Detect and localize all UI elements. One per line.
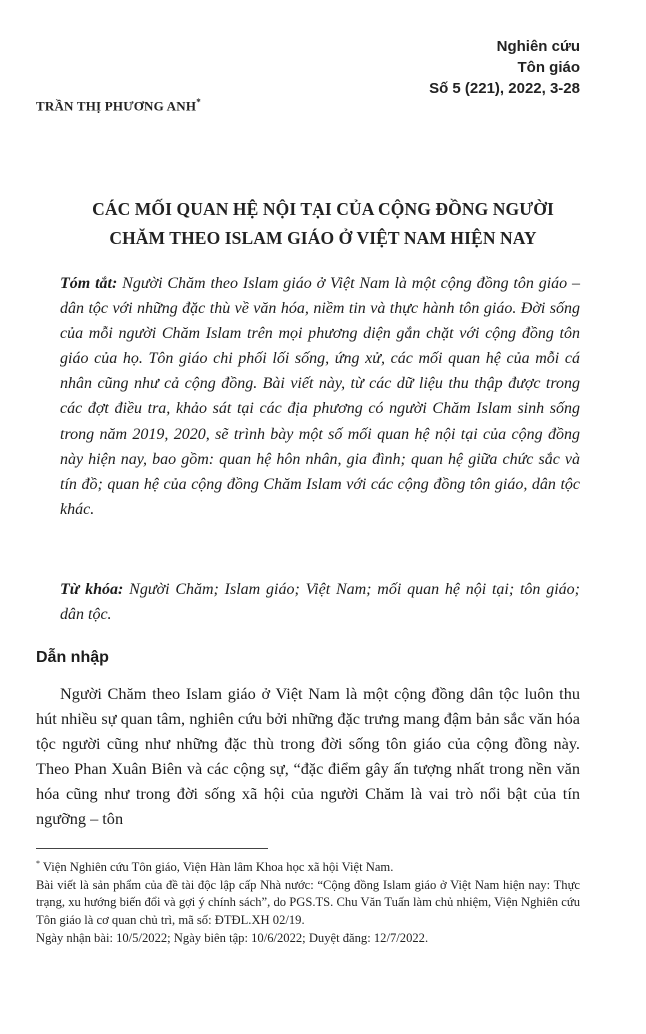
journal-name-line1: Nghiên cứu xyxy=(496,38,580,55)
author-name: TRẦN THỊ PHƯƠNG ANH xyxy=(36,98,197,114)
footnote-dates: Ngày nhận bài: 10/5/2022; Ngày biên tập: 10/6/2022; Duyệt đăng: 12/7/2022. xyxy=(36,930,429,945)
intro-paragraph: Người Chăm theo Islam giáo ở Việt Nam là một cộng đồng dân tộc luôn thu hút nhiều sự quan tâm, nghiên cứu bởi những đặc trưng mang đậm bản sắc văn hóa tộc người cũng như những đặc thù trong đời sống tôn giáo của cộng đồng này. Theo Phan Xuân Biên và các cộng sự, “đặc điểm gây ấn tượng nhất trong nền văn hóa cũng như trong đời sống xã hội của người Chăm là vai trò nổi bật của tín ngưỡng – tôn xyxy=(36,684,580,829)
title-line-2: CHĂM THEO ISLAM GIÁO Ở VIỆT NAM HIỆN NAY xyxy=(109,228,537,248)
keywords xyxy=(60,577,580,627)
footnote-affiliation-text: Viện Nghiên cứu Tôn giáo, Viện Hàn lâm Khoa học xã hội Việt Nam. xyxy=(40,860,394,875)
abstract xyxy=(60,271,580,522)
journal-name-line2: Tôn giáo xyxy=(517,59,580,76)
footnote-divider xyxy=(36,848,268,849)
author-line xyxy=(36,97,201,114)
title-line-1: CÁC MỐI QUAN HỆ NỘI TẠI CỦA CỘNG ĐỒNG NGƯỜI xyxy=(92,199,554,219)
journal-header xyxy=(429,36,580,99)
footnote-mark: * xyxy=(36,859,40,868)
abstract-text: Người Chăm theo Islam giáo ở Việt Nam là một cộng đồng tôn giáo – dân tộc với những đặc thù về văn hóa, niềm tin và thực hành tôn giáo. Đời sống của mỗi người Chăm Islam trên mọi phương diện gắn chặt với cộng đồng tôn giáo của họ. Tôn giáo chi phối lối sống, ứng xử, các mối quan hệ của mỗi cá nhân cũng như cả cộng đồng. Bài viết này, từ các dữ liệu thu thập được trong các đợt điều tra, khảo sát tại các địa phương có người Chăm Islam sinh sống trong năm 2019, 2020, sẽ trình bày một số mối quan hệ nội tại của cộng đồng này hiện nay, bao gồm: quan hệ hôn nhân, gia đình; quan hệ giữa chức sắc và tín đồ; quan hệ của cộng đồng Chăm Islam với các cộng đồng tôn giáo, dân tộc khác. xyxy=(60,275,581,518)
keywords-text: Người Chăm; Islam giáo; Việt Nam; mối quan hệ nội tại; tôn giáo; dân tộc. xyxy=(60,581,580,624)
author-footnote-mark: * xyxy=(196,97,201,107)
keywords-label: Từ khóa: xyxy=(60,581,124,598)
article-title xyxy=(40,195,606,253)
footnote-affiliation xyxy=(36,855,580,877)
footnote-project: Bài viết là sản phẩm của đề tài độc lập cấp Nhà nước: “Cộng đồng Islam giáo ở Việt Nam hiện nay: Thực trạng, xu hướng biến đổi và gợi ý chính sách”, do PGS.TS. Chu Văn Tuấn làm chủ nhiệm, Viện Nghiên cứu Tôn giáo là cơ quan chủ trì, mã số: ĐTĐL.XH 02/19. xyxy=(36,877,580,927)
section-heading: Dẫn nhập xyxy=(36,649,109,666)
footnotes xyxy=(36,855,580,947)
journal-issue: Số 5 (221), 2022, 3-28 xyxy=(429,80,580,97)
abstract-label: Tóm tắt: xyxy=(60,275,118,292)
